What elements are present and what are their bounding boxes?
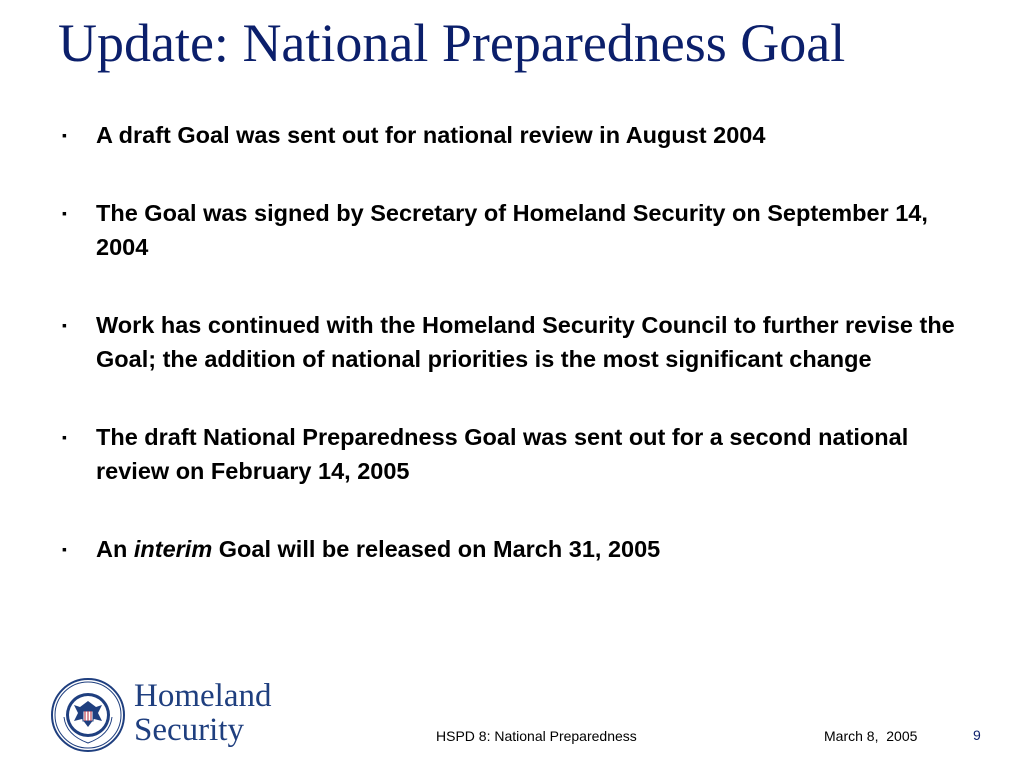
bullet-item [62, 532, 982, 566]
footer-date: March 8, 2005 [824, 728, 918, 744]
bullet-item [62, 118, 982, 152]
bullet-suffix: Goal will be released on March 31, 2005 [212, 536, 661, 562]
logo-line-homeland: Homeland [134, 678, 272, 714]
bullet-square-icon: ▪ [62, 317, 67, 333]
bullet-square-icon: ▪ [62, 205, 67, 221]
slide-page-number: 9 [973, 727, 981, 743]
bullet-square-icon: ▪ [62, 429, 67, 445]
dhs-seal-icon [50, 677, 126, 753]
bullet-text: A draft Goal was sent out for national review in August 2004 [96, 122, 766, 148]
homeland-security-logo [50, 677, 310, 755]
bullet-text: Work has continued with the Homeland Security Council to further revise the Goal; the addition of national priorities is the most significant change [96, 312, 955, 372]
logo-wordmark [134, 679, 271, 747]
bullet-item [62, 196, 982, 264]
bullet-item [62, 420, 982, 488]
bullet-text: The Goal was signed by Secretary of Homeland Security on September 14, 2004 [96, 200, 928, 260]
bullet-text: The draft National Preparedness Goal was sent out for a second national review on February 14, 2005 [96, 424, 909, 484]
slide-title: Update: National Preparedness Goal [58, 13, 846, 73]
bullet-text [96, 536, 660, 562]
logo-line-security: Security [134, 712, 244, 748]
bullet-list [62, 118, 982, 610]
bullet-square-icon: ▪ [62, 127, 67, 143]
bullet-square-icon: ▪ [62, 541, 67, 557]
bullet-emphasis: interim [133, 536, 213, 562]
bullet-prefix: An [96, 536, 134, 562]
bullet-item [62, 308, 982, 376]
footer-center-text: HSPD 8: National Preparedness [436, 728, 637, 744]
